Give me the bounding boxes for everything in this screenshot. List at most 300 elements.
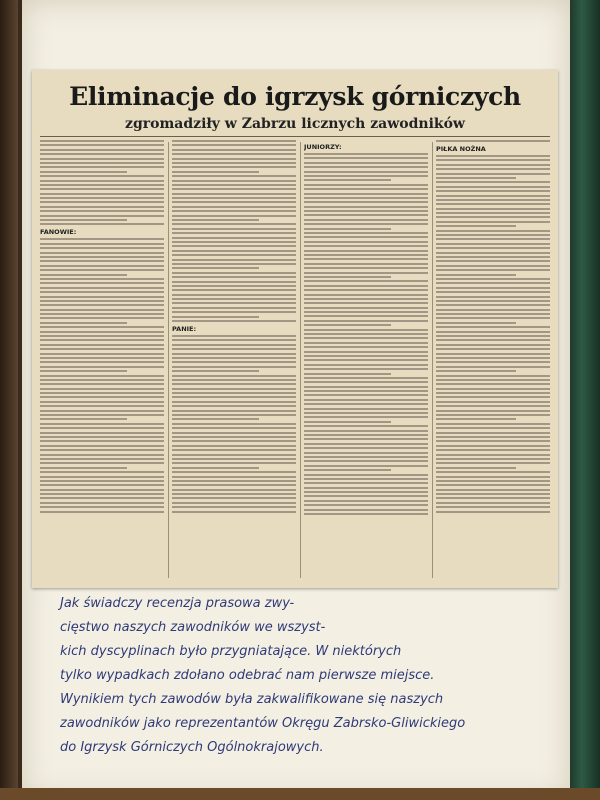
text-line — [40, 348, 164, 350]
text-line — [40, 309, 164, 311]
text-line — [172, 311, 296, 313]
text-line — [436, 471, 550, 473]
text-line — [40, 144, 164, 146]
text-line — [172, 423, 296, 425]
text-line — [304, 193, 428, 195]
text-line — [436, 484, 550, 486]
text-line — [40, 489, 164, 491]
text-line — [40, 153, 164, 155]
text-line — [172, 436, 296, 438]
text-line — [436, 208, 550, 210]
text-line — [436, 287, 550, 289]
text-line — [172, 480, 296, 482]
text-line — [40, 300, 164, 302]
text-line — [172, 344, 296, 346]
text-line — [172, 158, 296, 160]
text-line — [40, 171, 127, 173]
text-line — [436, 361, 550, 363]
text-line — [436, 454, 550, 456]
text-line — [304, 166, 428, 168]
text-line — [172, 193, 296, 195]
text-line — [40, 480, 164, 482]
text-line — [40, 184, 164, 186]
text-line — [304, 333, 428, 335]
text-line — [40, 484, 164, 486]
text-line — [172, 427, 296, 429]
text-line — [172, 502, 296, 504]
text-line — [40, 471, 164, 473]
text-line — [436, 476, 550, 478]
text-line — [172, 175, 296, 177]
text-line — [172, 162, 296, 164]
text-line — [304, 504, 428, 506]
text-line — [40, 238, 164, 240]
text-line — [40, 432, 164, 434]
text-line — [172, 254, 296, 256]
text-line — [436, 383, 550, 385]
clipping-headline: Eliminacje do igrzysk górniczych — [69, 82, 521, 111]
text-line — [40, 322, 127, 324]
text-line — [436, 423, 550, 425]
text-line — [436, 326, 550, 328]
text-line — [40, 256, 164, 258]
text-line — [304, 162, 428, 164]
text-line — [40, 361, 164, 363]
text-line — [304, 482, 428, 484]
text-line — [304, 377, 428, 379]
section-heading: PANIE: — [172, 325, 197, 334]
text-line — [40, 423, 164, 425]
text-line — [436, 159, 550, 161]
text-line — [172, 166, 296, 168]
text-line — [40, 265, 164, 267]
text-line — [436, 212, 550, 214]
text-line — [172, 210, 296, 212]
text-line — [40, 223, 164, 225]
text-line — [40, 219, 127, 221]
text-line — [304, 228, 391, 230]
text-line — [436, 164, 550, 166]
text-line — [304, 430, 428, 432]
text-line — [436, 436, 550, 438]
text-line — [304, 390, 428, 392]
text-line — [304, 289, 428, 291]
text-line — [304, 153, 428, 155]
text-line — [436, 291, 550, 293]
note-line: cięstwo naszych zawodników we wszyst- — [60, 620, 326, 635]
text-line — [304, 179, 391, 181]
text-line — [40, 410, 164, 412]
text-line — [304, 188, 428, 190]
text-line — [40, 383, 164, 385]
handwritten-note — [60, 592, 540, 760]
text-line — [172, 144, 296, 146]
text-line — [40, 339, 164, 341]
text-line — [40, 414, 164, 416]
text-line — [172, 348, 296, 350]
text-line — [304, 491, 428, 493]
text-line — [40, 335, 164, 337]
text-line — [436, 274, 516, 276]
text-line — [304, 465, 428, 467]
text-line — [304, 329, 428, 331]
text-line — [436, 155, 550, 157]
text-line — [304, 298, 428, 300]
text-line — [304, 285, 428, 287]
text-line — [304, 201, 428, 203]
note-line: do Igrzysk Górniczych Ogólnokrajowych. — [60, 740, 324, 755]
text-line — [172, 401, 296, 403]
text-line — [172, 379, 296, 381]
note-line: zawodników jako reprezentantów Okręgu Zabrsko-Gliwickiego — [60, 716, 466, 731]
text-line — [304, 245, 428, 247]
text-line — [436, 502, 550, 504]
text-line — [304, 175, 428, 177]
text-line — [172, 180, 296, 182]
text-line — [304, 421, 391, 423]
text-line — [304, 272, 428, 274]
text-line — [436, 339, 550, 341]
text-line — [172, 511, 296, 513]
text-line — [436, 216, 550, 218]
text-line — [436, 186, 550, 188]
text-line — [172, 489, 296, 491]
text-line — [172, 484, 296, 486]
text-line — [436, 256, 550, 258]
text-line — [172, 506, 296, 508]
text-line — [172, 396, 296, 398]
text-line — [436, 304, 550, 306]
text-line — [436, 243, 550, 245]
text-line — [172, 432, 296, 434]
text-line — [172, 250, 296, 252]
text-line — [304, 416, 428, 418]
text-line — [304, 495, 428, 497]
text-line — [40, 357, 164, 359]
text-line — [304, 263, 428, 265]
text-line — [172, 289, 296, 291]
text-line — [172, 201, 296, 203]
text-line — [172, 153, 296, 155]
text-line — [304, 342, 428, 344]
text-line — [172, 294, 296, 296]
text-line — [304, 403, 428, 405]
text-line — [40, 379, 164, 381]
text-line — [172, 366, 296, 368]
text-line — [40, 317, 164, 319]
text-line — [304, 359, 428, 361]
text-line — [40, 331, 164, 333]
text-line — [40, 506, 164, 508]
text-line — [172, 375, 296, 377]
text-line — [40, 388, 164, 390]
text-line — [304, 474, 428, 476]
text-line — [304, 509, 428, 511]
text-line — [304, 399, 428, 401]
text-line — [40, 375, 164, 377]
text-line — [436, 317, 550, 319]
text-line — [304, 447, 428, 449]
text-line — [304, 443, 428, 445]
text-line — [40, 458, 164, 460]
text-line — [172, 149, 296, 151]
album-spine — [570, 0, 600, 800]
text-line — [172, 392, 296, 394]
text-line — [40, 449, 164, 451]
text-line — [172, 440, 296, 442]
text-line — [304, 267, 428, 269]
text-line — [40, 344, 164, 346]
text-line — [40, 149, 164, 151]
text-line — [436, 467, 516, 469]
text-line — [172, 361, 296, 363]
text-line — [304, 315, 428, 317]
text-line — [304, 223, 428, 225]
text-line — [40, 193, 164, 195]
text-line — [436, 181, 550, 183]
text-line — [304, 469, 391, 471]
text-line — [172, 267, 259, 269]
text-line — [436, 309, 550, 311]
column-separator — [300, 142, 301, 578]
text-line — [436, 511, 550, 513]
text-line — [172, 335, 296, 337]
text-line — [436, 348, 550, 350]
text-line — [304, 250, 428, 252]
text-line — [40, 247, 164, 249]
text-line — [40, 304, 164, 306]
text-line — [436, 282, 550, 284]
text-line — [436, 388, 550, 390]
text-line — [40, 260, 164, 262]
article-column-2 — [172, 140, 296, 580]
text-line — [40, 502, 164, 504]
text-line — [40, 476, 164, 478]
text-line — [40, 175, 164, 177]
text-line — [172, 388, 296, 390]
section-heading: JUNIORZY: — [304, 143, 342, 151]
text-line — [40, 440, 164, 442]
text-line — [172, 276, 296, 278]
text-line — [40, 287, 164, 289]
text-line — [436, 238, 550, 240]
text-line — [436, 440, 550, 442]
text-line — [172, 302, 296, 304]
headline-rule — [40, 136, 550, 137]
text-line — [172, 184, 296, 186]
text-line — [436, 173, 550, 175]
text-line — [172, 497, 296, 499]
text-line — [172, 462, 296, 464]
text-line — [172, 493, 296, 495]
text-line — [304, 438, 428, 440]
text-line — [304, 254, 428, 256]
text-line — [172, 339, 296, 341]
text-line — [172, 449, 296, 451]
text-line — [436, 489, 550, 491]
text-line — [304, 206, 428, 208]
text-line — [172, 219, 259, 221]
text-line — [436, 140, 550, 142]
article-column-4 — [436, 140, 550, 580]
text-line — [40, 427, 164, 429]
text-line — [40, 269, 164, 271]
text-line — [40, 396, 164, 398]
text-line — [40, 158, 164, 160]
text-line — [40, 511, 164, 513]
text-line — [172, 476, 296, 478]
article-column-3 — [304, 140, 428, 580]
text-line — [436, 506, 550, 508]
text-line — [436, 366, 550, 368]
text-line — [436, 370, 516, 372]
text-line — [172, 357, 296, 359]
text-line — [40, 274, 127, 276]
text-line — [172, 467, 259, 469]
text-line — [436, 392, 550, 394]
text-line — [40, 462, 164, 464]
text-line — [172, 445, 296, 447]
text-line — [172, 471, 296, 473]
text-line — [436, 230, 550, 232]
text-line — [436, 269, 550, 271]
text-line — [436, 445, 550, 447]
text-line — [40, 188, 164, 190]
text-line — [172, 232, 296, 234]
text-line — [40, 162, 164, 164]
column-separator — [432, 142, 433, 578]
section-heading: FANOWIE: — [40, 228, 77, 237]
text-line — [436, 177, 516, 179]
text-line — [40, 278, 164, 280]
text-line — [40, 497, 164, 499]
section-heading: PIŁKA NOŻNA — [436, 145, 486, 153]
text-line — [436, 427, 550, 429]
text-line — [304, 302, 428, 304]
text-line — [172, 259, 296, 261]
text-line — [172, 272, 296, 274]
text-line — [40, 291, 164, 293]
text-line — [304, 241, 428, 243]
text-line — [436, 260, 550, 262]
text-line — [40, 370, 127, 372]
note-line: Jak świadczy recenzja prasowa zwy- — [60, 596, 295, 611]
text-line — [172, 245, 296, 247]
text-line — [172, 458, 296, 460]
text-line — [40, 313, 164, 315]
text-line — [304, 294, 428, 296]
text-line — [304, 307, 428, 309]
text-line — [40, 206, 164, 208]
text-line — [436, 278, 550, 280]
note-line: kich dyscyplinach było przygniatające. W niektórych — [60, 644, 402, 659]
text-line — [304, 320, 428, 322]
text-line — [436, 234, 550, 236]
text-line — [304, 364, 428, 366]
text-line — [304, 219, 428, 221]
text-line — [40, 401, 164, 403]
desk-edge-left — [0, 0, 18, 800]
text-line — [40, 418, 127, 420]
text-line — [304, 197, 428, 199]
text-line — [436, 225, 516, 227]
text-line — [436, 335, 550, 337]
text-line — [436, 203, 550, 205]
text-line — [436, 405, 550, 407]
text-line — [304, 337, 428, 339]
text-line — [40, 296, 164, 298]
text-line — [304, 381, 428, 383]
text-line — [172, 353, 296, 355]
text-line — [436, 497, 550, 499]
text-line — [304, 412, 428, 414]
text-line — [172, 223, 296, 225]
text-line — [172, 171, 259, 173]
text-line — [304, 157, 428, 159]
text-line — [436, 462, 550, 464]
text-line — [436, 480, 550, 482]
text-line — [436, 418, 516, 420]
text-line — [172, 215, 296, 217]
text-line — [172, 263, 296, 265]
text-line — [172, 228, 296, 230]
text-line — [304, 452, 428, 454]
text-line — [172, 307, 296, 309]
text-line — [304, 280, 428, 282]
text-line — [172, 316, 259, 318]
text-line — [40, 467, 127, 469]
text-line — [304, 184, 428, 186]
text-line — [436, 410, 550, 412]
column-separator — [168, 142, 169, 578]
text-line — [304, 355, 428, 357]
text-line — [40, 215, 164, 217]
text-line — [436, 168, 550, 170]
text-line — [40, 366, 164, 368]
text-line — [436, 396, 550, 398]
text-line — [40, 201, 164, 203]
text-line — [40, 140, 164, 142]
text-line — [172, 237, 296, 239]
text-line — [172, 281, 296, 283]
text-line — [304, 232, 428, 234]
clipping-subheadline: zgromadziły w Zabrzu licznych zawodników — [125, 116, 465, 132]
text-line — [172, 285, 296, 287]
text-line — [304, 311, 428, 313]
note-line: Wynikiem tych zawodów była zakwalifikowane się naszych — [60, 692, 444, 707]
text-line — [436, 322, 516, 324]
text-line — [304, 408, 428, 410]
text-line — [304, 513, 428, 515]
text-line — [304, 425, 428, 427]
text-line — [436, 458, 550, 460]
text-line — [40, 282, 164, 284]
text-line — [172, 140, 296, 142]
text-line — [172, 241, 296, 243]
text-line — [304, 258, 428, 260]
text-line — [40, 210, 164, 212]
text-line — [172, 370, 259, 372]
text-line — [40, 445, 164, 447]
text-line — [304, 487, 428, 489]
text-line — [304, 236, 428, 238]
note-line: tylko wypadkach zdołano odebrać nam pierwsze miejsce. — [60, 668, 435, 683]
text-line — [436, 432, 550, 434]
desk-edge-bottom — [0, 788, 600, 800]
text-line — [304, 456, 428, 458]
text-line — [436, 247, 550, 249]
text-line — [40, 197, 164, 199]
